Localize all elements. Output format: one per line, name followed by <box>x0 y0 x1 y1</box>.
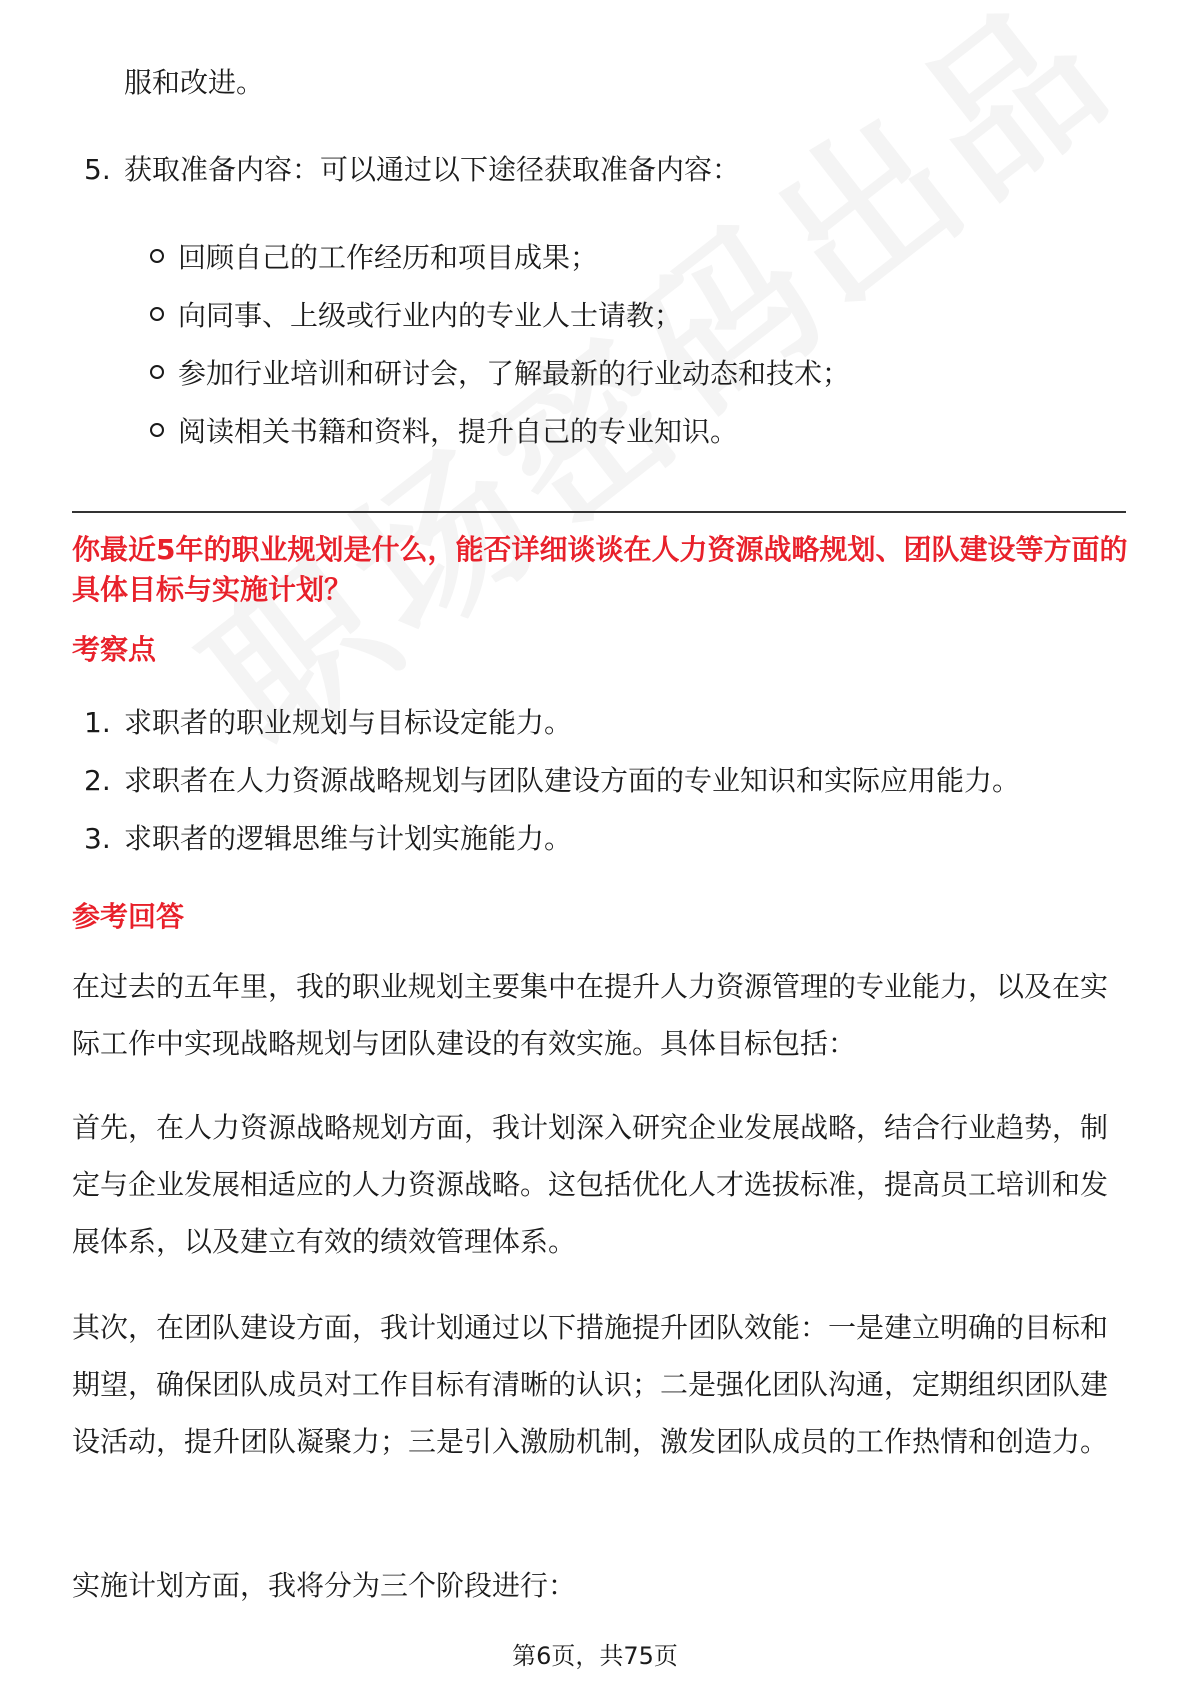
examine-points-list <box>84 694 1020 868</box>
bullet-text: 参加行业培训和研讨会，了解最新的行业动态和技术； <box>178 357 851 390</box>
bullet-text: 回顾自己的工作经历和项目成果； <box>178 241 599 274</box>
list-item-number: 1. <box>84 706 111 739</box>
bullet-text: 阅读相关书籍和资料，提升自己的专业知识。 <box>178 415 739 448</box>
list-item-text: 求职者在人力资源战略规划与团队建设方面的专业知识和实际应用能力。 <box>124 764 1021 797</box>
section-heading-answer: 参考回答 <box>72 900 185 933</box>
bullet-item <box>150 403 850 461</box>
list-item <box>84 752 1020 810</box>
list-item-number: 3. <box>84 822 111 855</box>
paragraph: 其次，在团队建设方面，我计划通过以下措施提升团队效能：一是建立明确的目标和期望，确保团队成员对工作目标有清晰的认识；二是强化团队沟通，定期组织团队建设活动，提升团队凝聚力；三是引入激励机制，激发团队成员的工作热情和创造力。 <box>72 1311 1109 1458</box>
list-item <box>84 810 1020 868</box>
section-divider <box>72 511 1126 513</box>
paragraph: 首先，在人力资源战略规划方面，我计划深入研究企业发展战略，结合行业趋势，制定与企业发展相适应的人力资源战略。这包括优化人才选拔标准，提高员工培训和发展体系，以及建立有效的绩效管理体系。 <box>72 1111 1109 1258</box>
bullet-item <box>150 345 850 403</box>
list-item-number: 5. <box>84 153 111 186</box>
list-item-5 <box>84 141 1134 199</box>
list-item <box>84 694 1020 752</box>
paragraph: 在过去的五年里，我的职业规划主要集中在提升人力资源管理的专业能力，以及在实际工作中实现战略规划与团队建设的有效实施。具体目标包括： <box>72 970 1109 1060</box>
continued-text: 服和改进。 <box>124 66 265 99</box>
bullet-item <box>150 229 850 287</box>
page-number: 第6页，共75页 <box>512 1642 678 1670</box>
bullet-list <box>150 229 850 461</box>
list-item-text: 求职者的逻辑思维与计划实施能力。 <box>124 822 573 855</box>
bullet-circle-icon <box>150 365 164 379</box>
bullet-text: 向同事、上级或行业内的专业人士请教； <box>178 299 683 332</box>
bullet-circle-icon <box>150 307 164 321</box>
list-item-number: 2. <box>84 764 111 797</box>
list-item-text: 获取准备内容：可以通过以下途径获取准备内容： <box>124 153 741 186</box>
question-heading: 你最近5年的职业规划是什么，能否详细谈谈在人力资源战略规划、团队建设等方面的具体目标与实施计划？ <box>72 533 1128 606</box>
bullet-item <box>150 287 850 345</box>
section-heading-examine: 考察点 <box>72 633 157 666</box>
paragraph: 实施计划方面，我将分为三个阶段进行： <box>72 1569 577 1602</box>
bullet-circle-icon <box>150 423 164 437</box>
list-item-text: 求职者的职业规划与目标设定能力。 <box>124 706 573 739</box>
bullet-circle-icon <box>150 249 164 263</box>
